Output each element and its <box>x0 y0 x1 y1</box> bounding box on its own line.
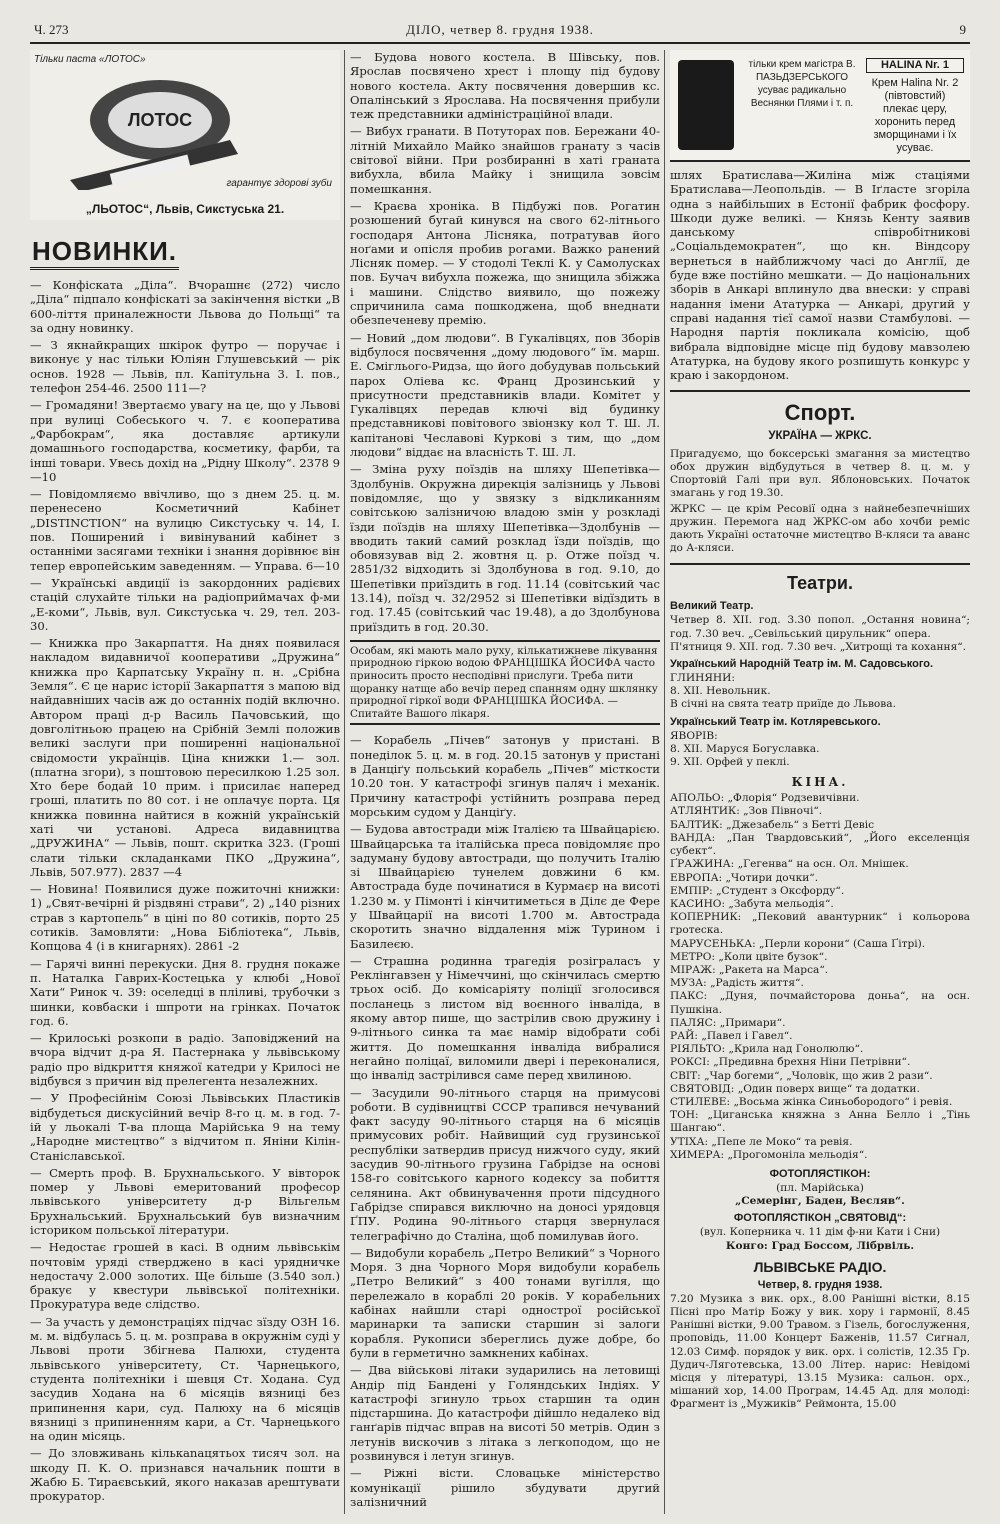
lotos-slogan-bottom: гарантує здорові зуби <box>226 178 332 189</box>
fotoplastikon-heading: ФОТОПЛЯСТІКОН „СВЯТОВІД“: <box>733 1212 907 1225</box>
article: — Краєва хроніка. В Підбужі пов. Рогатин розюшений бугай кинувся на свого 62-літнього господаря Антона Лісняка, потратував його ноґами и опісля пробив рогами. Важко ранений Лісняк помер. — У стодолі Теклі К. у Самолусках пов. Бучач вибухла пожежа, що знищила збіжжа і машини. Слідство виявило, що пожежу спричинила сама пошкоджена, щоб внеднати обезпеченеву премію. <box>350 198 660 328</box>
cinema-listing: МУЗА: „Радість життя“. <box>670 977 804 990</box>
article: — Два військові літаки зударились на летовищі Андір під Бандені у Голяндських Індіях. У катастрофі згинуло трьох старшин та один підстаршина. До катастрофи дійшло недалеко від ганґарів підчас вправ на висоті 50 метрів. Один з летунів вискочив з літака з легкоподом, що не розвинувся і летун згинув. <box>350 1363 660 1463</box>
cinema-listing: АТЛЯНТИК: „Зов Півночі“. <box>670 805 823 818</box>
fotoplastikon-address: (пл. Марійська) <box>776 1181 864 1194</box>
article: — Новина! Появилися дуже пожиточні книжки: 1) „Свят-вечірні й різдвяні страви“, 2) „140 різних страв з картопель“ в ціні по 80 сотиків, порто 25 сотиків. Замовляти: „Нова Бібліотека“, Львів, Копцова 4 (і в книгарнях). 2861 -2 <box>30 882 340 954</box>
article: — Повідомляємо ввічливо, що з днем 25. ц. м. перенесено Косметичний Кабінет „DISTINCTION“ на вулицю Сикстуську ч. 14, І. пов. Поширений і вивінуваний кабінет з останніми засягами техніки і знання дорівнює він тепер европейським заведенням. — Управа. 6—10 <box>30 487 340 573</box>
theatre-line: Український Театр ім. Котляревського. <box>670 715 881 728</box>
article: — Зміна руху поїздів на шляху Шепетівка—Здолбунів. Окружна дирекція залізниць у Львові повідомляє, що у звязку з відкликанням совітською залізничою владою змін у розкладі їзди поїздів на шляху Шепетівка—Здолбунів — вводить такий самий розклад їзди поїздів, що обовязував від 2. жовтня ц. р. Отже поїзд ч. 2851/32 відходить зі Здолбунова в год. 9.10, до Шепетівки приїздить в год. 11.14 (совітський час 13.14), поїзд ч. 32/2952 зі Шепетівки відїздить в год. 17.45 (совітський час 19.48), а до Здолбунова приїздить в год. 20.30. <box>350 462 660 634</box>
article: — Будова автостради між Італією та Швайцарією. Швайцарська та італійська преса повідомляє про задуману будову автостради, що получить Італію зі Швайцарією тунелем довжини 6 км. Автострада буде починатися в Курмаєр на висоті 1.230 м. у Пімонті і кінчитиметься в Ділє де Фере у Швайцарії на висоті 1.700 м. Автострада скоротить значно віддалення між Турином і Базилеєю. <box>350 822 660 951</box>
cinema-listing: ПАКС: „Дуня, почмайсторова доньа“, на осн. Пушкіна. <box>670 990 970 1016</box>
cinema-listing: КОПЕРНИК: „Пековий авантурник“ і кольорова гротеска. <box>670 911 970 937</box>
article: — Недостає грошей в касі. В одним львівськім почтовім уряді стверджено в касі урядничке недостачу 2.000 золотих. Ще більше (3.540 зол.) бракує у квестури львівської політехніки. Прокуратура веде слідство. <box>30 1240 340 1312</box>
sport-heading: Спорт. <box>784 400 856 426</box>
radio-date: Четвер, 8. грудня 1938. <box>757 1278 883 1291</box>
page-number: 9 <box>959 22 966 37</box>
article: — Гарячі винні перекуски. Дня 8. грудня покаже п. Наталка Гаврих-Костецька у клюбі „Нової Хати“ Ринок ч. 39: оселедці в пліливі, трубочки з шинки, ковбаски і шпроти на грінках. Початок год. 6. <box>30 956 340 1028</box>
article: — Новий „дом людови“. В Гукалівцях, пов Зборів відбулося посвячення „дому людового“ їм. марш. Е. Сміглього-Ридза, що його добудував польський парох Оліева кс. Франц Дрозинський у присутности представників влади. Комітет у Гукалівцях передав ключі від будинку представникові повітового звіонзку кол Т. Ш. Л. капітанові Чеславові Курковi з тим, що „дом людови“ віддає на власність Т. Ш. Л. <box>350 330 660 460</box>
cinema-listing: ПАЛЯС: „Примари“. <box>670 1016 786 1029</box>
article: — Смерть проф. В. Брухнальського. У вівторок помер у Львові емеритований професор львівського університету д-р Вільгельм Брухнальський. Брухнальський був визначним істориком польської літератури. <box>30 1165 340 1237</box>
column-3 <box>670 50 970 1516</box>
article: — Страшна родинна трагедія розіграласъ у Реклінгавзен у Німеччині, що скінчилась смертю трьох осіб. До комісаріяту поліції зголосився посланець з листом від воєнного інваліда, в якому автор пише, що застрілив свою дружину і 9-літнього синка та має намір відобрати собі життя. До помешкання інваліда вибралися негайно поліцаї, виломили двері і переконалися, що інвалід застрілився саме перед хвилиною. <box>350 953 660 1083</box>
sport-article: Пригадуємо, що боксерські змагання за мистецтво обох дружин відбудуться в четвер 8. ц. м. у Спортовій Галі при вул. Яблоновських. Початок змагань у год 19.30. <box>670 448 970 500</box>
article: — Ріжні вісти. Словацьке міністерство комунікації рішило збудувати другий залізничний <box>350 1466 660 1509</box>
theatre-heading: Театри. <box>787 573 853 594</box>
cinema-listing: СВЯТОВІД: „Один поверх вище“ та додатки. <box>670 1082 920 1095</box>
article: — Корабель „Пічев“ затонув у пристані. В понеділок 5. ц. м. в год. 20.15 затонув у пристані в Данціґу польський корабель „Пічев“ місткости 10.20 тон. У катастрофі згинув паляч і механік. Причину катастрофі устійнить розправа перед морським судом у Данціґу. <box>350 733 660 819</box>
column-rule <box>664 50 665 1514</box>
lotos-caption: „ЛЬОТОС“, Львів, Сикстуська 21. <box>85 202 285 216</box>
halina-right-block <box>866 58 964 155</box>
halina-left-text: тільки крем магістра В. ПАЗЬДЗЕРСЬКОГО усуває радикально Веснянки Плями і т. п. <box>748 59 856 109</box>
novynky-heading: НОВИНКИ. <box>30 236 179 270</box>
fotoplastikon-address: (вул. Коперника ч. 11 дім ф-ни Кати і Сни) <box>699 1226 941 1239</box>
divider <box>670 563 970 565</box>
article: — Громадяни! Звертаємо увагу на це, що у Львові при вулиці Собеського ч. 7. є кооператива „Фарбокрам“, яка доставляє артикули домашнього господарства, косметику, фарби, та інші товари. Увесь дохід на „Рідну Школу“. 2378 9—10 <box>30 398 340 484</box>
sport-article: ЖРКС — це крім Ресовії одна з найнебезпечніших дружин. Перемога над ЖРКС-ом або хочби реміс дають Україні остаточне мистецтво В-кляси та аванс до А-кляси. <box>670 503 970 555</box>
article: — Книжка про Закарпаття. На днях появилася накладом видавничої кооперативи „Дружина“ книжка про Карпатську Україну п. н. „Срібна Земля“. Є це нарис історії Закарпаття з мапою від найдавніших часів аж до останніх подій включно. Автором праці д-р Василь Пачовський, що довголітньою працею на Срібній Землі положив великі заслуги при поширенні національної свідомости українців. Ціна книжки 1.— зол. (платна згори), з поштовою пересилкою 1.25 зол. Хто бере бодай 10 прим. і присилає наперед гроші, платить по 80 сот. і не оплачує порта. Ця книжка повинна найтися в кожній українській хаті чи установі. Адреса видавництва „ДРУЖИНА“ — Львів, пошт. скритка 323. (Гроші слати тільки складанками ПКО „Дружина“, Львів, 507.977). 2837 —4 <box>30 636 340 879</box>
cinema-listing: ХИМЕРА: „Прогомоніла мельодія“. <box>670 1148 868 1161</box>
theatre-line: П'ятниця 9. XII. год. 7.30 веч. „Хитрощі та кохання“. <box>670 640 967 653</box>
article: — Засудили 90-літнього старця на примусові роботи. В судівництві СССР трапився нечуваний факт засуду 90-літнього старця на 6 місяців примусових робіт. Найвищий суд грузинської республіки затвердив присуд нижчого суду, який засудив 90-літнього грузина Габрідзе на основі 158-го совітського карного кодексу за побиття селянина. Акт обвинувачення проти підсудного Габрідзе спирався виключно на доносі урядовця ҐПУ. Родина 90-літнього старця звернулася телеграфічно до Сталіна, щоб помилував його. <box>350 1085 660 1243</box>
column-2 <box>350 50 660 1516</box>
cinema-listing: МЕТРО: „Коли цвіте бузок“. <box>670 950 828 963</box>
article: — Крилоські розкопи в радіо. Заповіджений на вчора відчит д-ра Я. Пастернака у львівському радіо про відкриття княжої катедри у Крилосі не відбувся з причин від прелегента незалежних. <box>30 1031 340 1089</box>
theatre-line: 9. XII. Орфей у пеклі. <box>670 756 790 769</box>
radio-program: 7.20 Музика з вик. орх., 8.00 Ранішні вістки, 8.15 Пісні про Матір Божу у вик. хору і гармонії, 8.45 Ранішні вістки, 9.00 Травом. з Гізель, богослуження, проповідь, 11.00 Концерт Баженів, 11.57 Сигнал, 12.03 Симф. порядок у вик. орх. і солістів, 12.35 Гр. Дудич-Ляготевська, 13.00 Літер. нарис: Невідомі місця у літературі, 13.15 Музика: сальон. орх., мішаний хор, 14.00 Програм, 14.45 Ад. для молоді: Фрагмент із „Мужиків“ Реймонта, 15.00 <box>670 1292 970 1411</box>
article: — За участь у демонстраціях підчас зїзду ОЗН 16. м. м. відбулась 5. ц. м. розправа в окружнім суді у Львові проти Збігнева Палюхи, студента львівського університету, Ст. Чарнецького, студента політехніки і шевця Ст. Ходана. Суд засудив Ходана на 6 місяців вязниці без припинення кари, суд. Палюху на 6 місяців вязниці з припиненням кари, а Ст. Чарнецького на один місяць. <box>30 1314 340 1444</box>
issue-number: Ч. 273 <box>34 22 69 37</box>
article: — Будова нового костела. В Шівську, пов. Ярослав посвячено хрест і площу під будову нового костела. Акту посвячення довершив кс. Опалінський з Ярослава. На посвячення прибули теж представники адміністраційної влади. <box>350 50 660 122</box>
halina-cream-advertisement <box>670 50 970 162</box>
cinema-listing: ВАНДА: „Пан Твардовський“, „Його екселенція субект“. <box>670 831 970 858</box>
fotoplastikon-program: Конго: Град Боссом, Лібрвіль. <box>725 1239 915 1252</box>
franz-josef-water-notice: Особам, які мають мало руху, кількатижневе лікування природною гіркою водою ФРАНЦІШКА ЙОСИФА часто приносить просто несподівні прислуги. Треба пити щоранку натще або вечір перед спанням одну шклянку природної гіркої води ФРАНЦІШКА ЙОСИФА. — Спитайте Вашого лікаря. <box>350 640 660 726</box>
cinema-listing: ЕМПІР: „Студент з Оксфорду“. <box>670 884 845 897</box>
lotos-slogan-top: Тільки паста «ЛОТОС» <box>34 54 146 65</box>
cinema-listing: БАЛТИК: „Джезабель“ з Бетті Девіс <box>670 818 875 831</box>
theatre-line: ЯВОРІВ: <box>670 729 718 742</box>
theatre-line: В січні на свята театр приїде до Львова. <box>670 698 896 711</box>
cinema-listing: ҐРАЖИНА: „Гегенва“ на осн. Ол. Мнішек. <box>670 858 909 871</box>
theatre-line: 8. XII. Невольник. <box>670 685 771 698</box>
article: шлях Братислава—Жиліна між стаціями Братислава—Леопольдів. — В Іґласте згоріла одна з найбільших в Естонії фабрик фосфору. Шкоди дуже великі. — Князь Кенту заявив данському співробітникові „Соціальдемократен“, що кн. Віндсору вернеться в найближчому часі до Англії, де буде вже постійно мешкати. — До національних зборів в Анкарі вплинуло два внески: у справі надання імени Ататурка — Анкарі, другий у справі надання тієї самої назви Стамбулові. — Народня партія покликала комісію, щоб вибрала відповідне місце під будову мавзолею Ататурка, на будову якого розпишуть конкурс у краю і закордоном. <box>670 168 970 383</box>
cinema-listing: РОКСІ: „Предивна брехня Ніни Петрівни“. <box>670 1056 911 1069</box>
article: — З якнайкращих шкірок футро — поручає і виконує у нас тільки Юліян Глушевський — рік основ. 1928 — Львів, пл. Капітульна 3. І. пов., телефон 254-46. 2500 111—? <box>30 338 340 396</box>
cinema-listing: УТІХА: „Пепе ле Моко“ та ревія. <box>670 1135 853 1148</box>
theatre-line: Великий Театр. <box>670 600 754 613</box>
theatre-line: ГЛИНЯНИ: <box>670 672 735 685</box>
halina-brand: HALINA Nr. 1 <box>866 58 964 73</box>
article: — Конфіската „Діла“. Вчорашнє (272) число „Діла“ підпало конфіскаті за закінчення вістки „В 600-ліття приналежности Львова до Польщі“ та за одну новинку. <box>30 278 340 335</box>
article: — Вибух гранати. В Потуторах пов. Бережани 40-літній Михайло Майко знайшов гранату з часів світової війни. При розбиранні в хаті граната вибухла, вбила Майку і знищила зовсім помешкання. <box>350 124 660 196</box>
fotoplastikon-program: „Семерінг, Баден, Весляв“. <box>735 1195 905 1208</box>
divider <box>670 390 970 392</box>
cinema-listing: ТОН: „Циганська княжна з Анна Белло і „Тінь Шангаю“. <box>670 1109 970 1135</box>
fotoplastikon-heading: ФОТОПЛЯСТІКОН: <box>769 1167 871 1180</box>
cinema-listing: РІЯЛЬТО: „Крила над Гонолюлю“. <box>670 1043 864 1056</box>
cinema-listing: МІРАЖ: „Ракета на Марса“. <box>670 963 829 976</box>
masthead: ДІЛО, четвер 8. грудня 1938. <box>406 22 594 37</box>
page-header <box>30 20 970 44</box>
column-rule <box>344 50 345 1514</box>
cinema-listing: КАСИНО: „Забута мельодія“. <box>670 897 834 910</box>
article: — Українські авдиції із закордонних радієвих стацій слухайте тільки на радіоприймачах ф-ми „Е-коми“, Львів, вул. Сикстуська ч. 29, тел. 203-30. <box>30 575 340 633</box>
article: — Видобули корабель „Петро Великий“ з Чорного Моря. З дна Чорного Моря видобули корабель „Петро Великий“ з 400 тонами вугілля, що перележало в кораблі 20 років. У корабельних кабінах найшли старі однострої російської маринарки та записки старшин зі залоги корабля. Рукописи збереглись дуже добре, бо були в герметично замкнених кабінах. <box>350 1245 660 1360</box>
theatre-line: 8. XII. Маруся Богуславка. <box>670 742 820 755</box>
lotos-advertisement <box>30 50 340 220</box>
cinema-listing: СТИЛЕВЕ: „Восьма жінка Синьобородого“ і ревія. <box>670 1095 953 1108</box>
cinema-listing: МАРУСЕНЬКА: „Перли корони“ (Саша Ґітрі). <box>670 937 926 950</box>
svg-text:ЛОТОС: ЛОТОС <box>127 110 193 130</box>
cinema-listing: ЕВРОПА: „Чотири дочки“. <box>670 871 819 884</box>
column-1 <box>30 50 340 1516</box>
article: — У Професійнім Союзі Львівських Пластиків відбудеться дискусійний вечір 8-го ц. м. в год. 7-ій у льокалі Т-ва площа Марійська 9 на тему „Народне мистецтво“ з відчитом п. Яніни Кілін-Станіславської. <box>30 1091 340 1163</box>
theatre-line: Український Народній Театр ім. М. Садовського. <box>670 658 934 671</box>
toothpaste-illustration <box>50 70 260 190</box>
radio-heading: ЛЬВІВСЬКЕ РАДІО. <box>753 1258 887 1275</box>
halina-right-text: Крем Halina Nr. 2 (півтовстий) плекає церу, хоронить перед зморщинами і їх усуває. <box>871 77 959 154</box>
cinema-listing: СВІТ: „Чар богеми“, „Чоловік, що жив 2 рази“. <box>670 1069 933 1082</box>
cinema-listing: РАЙ: „Павел і Гавел“. <box>670 1029 793 1042</box>
cinema-listing: АПОЛЬО: „Флорія“ Родзевичівни. <box>670 792 860 805</box>
theatre-line: Четвер 8. XII. год. 3.30 попол. „Остання новина“; год. 7.30 веч. „Севільський цирульник“ опера. <box>670 614 970 640</box>
face-illustration-icon <box>678 60 734 150</box>
kina-heading: КІНА. <box>791 775 849 790</box>
article: — До зловживань кількаnацятьох тисяч зол. на шкоду П. К. О. признався начальник пошти в Жабю Б. Тираєвський, якого наказав арештувати прокуратор. <box>30 1446 340 1504</box>
sport-subheading: УКРАЇНА — ЖРКС. <box>768 430 872 443</box>
